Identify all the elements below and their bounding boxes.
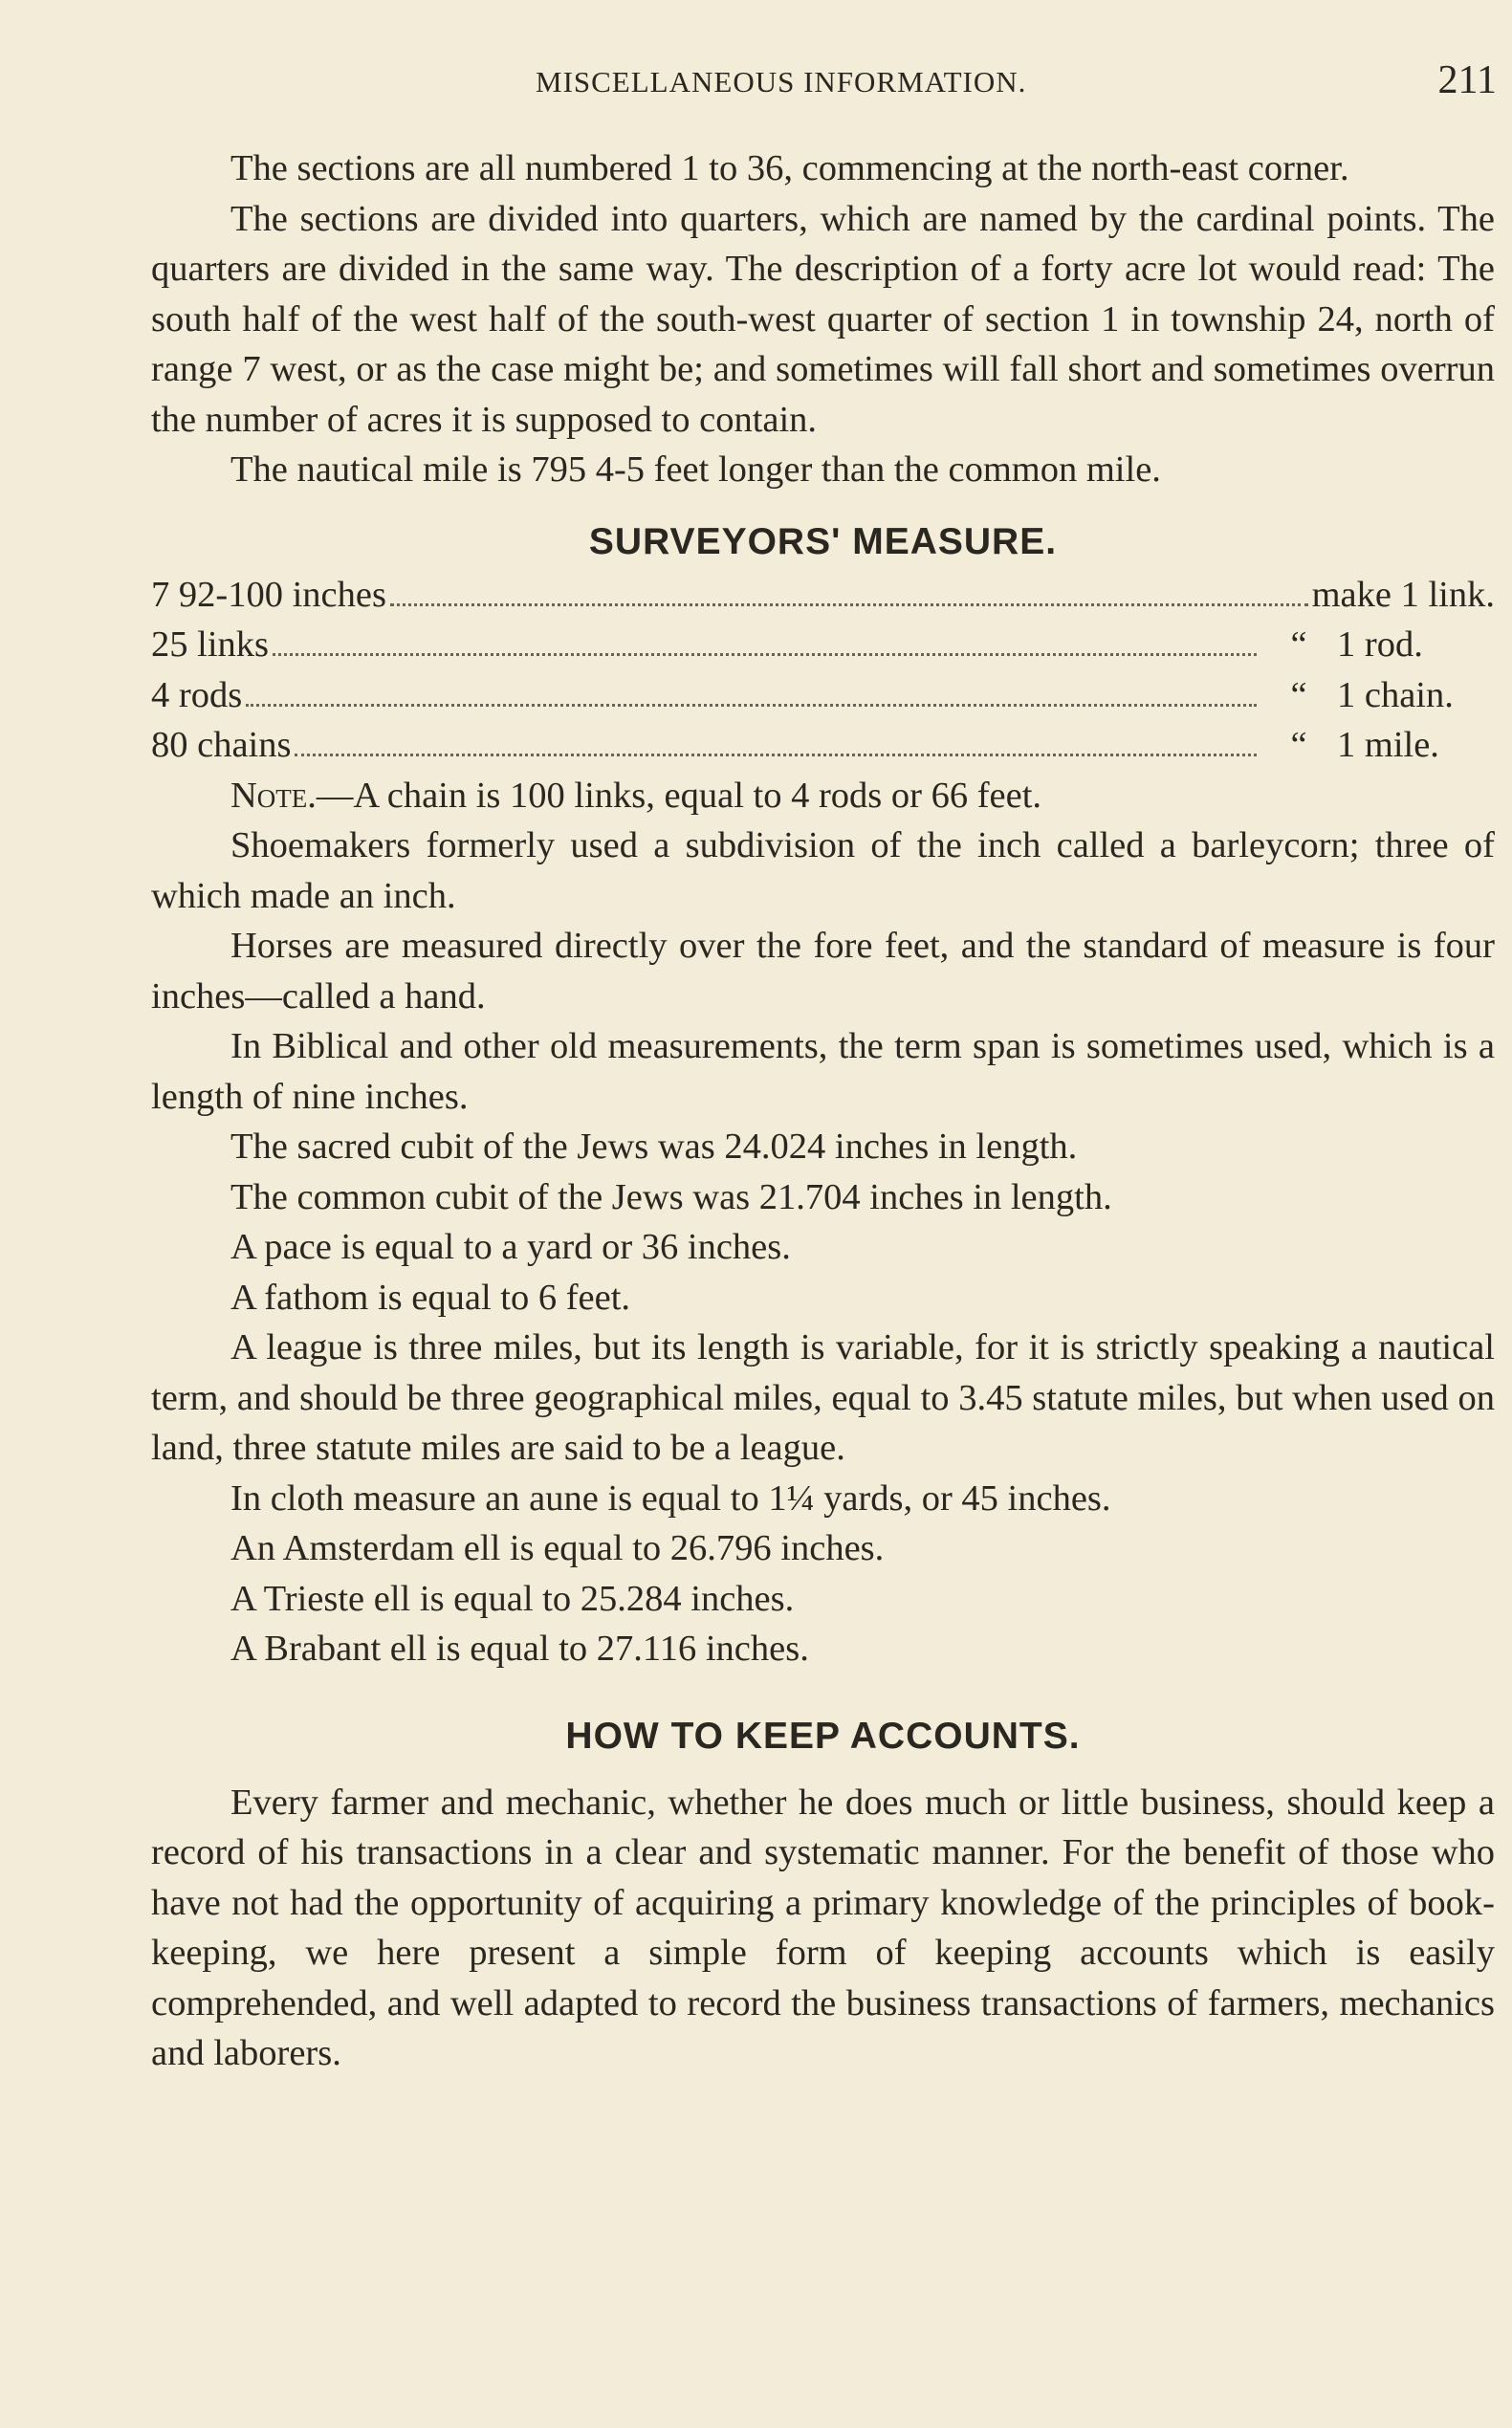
paragraph: An Amsterdam ell is equal to 26.796 inches.: [230, 1528, 885, 1568]
ditto-mark: “: [1290, 674, 1307, 715]
paragraph: Every farmer and mechanic, whether he does much or little business, should keep a record of his transactions in a clear and systematic manner. For the benefit of those who have not had the opportunity of acquiring a primary knowledge of the principles of book-keeping, we here present a simple form of keeping accounts which is easily comprehended, and well adapted to record the business transactions of farmers, mechanics and laborers.: [151, 1782, 1495, 2073]
note-text: —A chain is 100 links, equal to 4 rods or 66 feet.: [316, 775, 1042, 816]
section-heading-surveyors-measure: SURVEYORS' MEASURE.: [588, 520, 1058, 562]
section-heading-how-to-keep-accounts: HOW TO KEEP ACCOUNTS.: [565, 1715, 1081, 1757]
paragraph: A league is three miles, but its length is variable, for it is strictly speaking a nautical term, and should be three geographical miles, equal to 3.45 statute miles, but when used on land, three statute miles are said to be a league.: [151, 1327, 1495, 1468]
measure-equivalent: make 1 link.: [1311, 574, 1495, 615]
measure-equivalent: 1 chain.: [1337, 674, 1454, 715]
measure-unit: 80 chains: [151, 725, 292, 765]
measure-equivalent: 1 rod.: [1337, 624, 1423, 665]
measure-unit: 4 rods: [151, 674, 243, 715]
paragraph: The sections are divided into quarters, which are named by the cardinal points. The quarters are divided in the same way. The description of a forty acre lot would read: The south half of the west half of the south-west quarter of section 1 in township 24, north of range 7 west, or as the case might be; and sometimes will fall short and sometimes overrun the number of acres it is supposed to contain.: [151, 198, 1495, 440]
paragraph: A fathom is equal to 6 feet.: [230, 1277, 631, 1318]
running-head: [153, 57, 1497, 105]
measure-row: [151, 720, 1495, 771]
paragraph: The sacred cubit of the Jews was 24.024 inches in length.: [230, 1127, 1078, 1167]
page-number: 211: [1437, 58, 1497, 102]
paragraph: The sections are all numbered 1 to 36, commencing at the north-east corner.: [230, 148, 1349, 188]
note-paragraph: [151, 771, 1495, 821]
paragraph: A Trieste ell is equal to 25.284 inches.: [230, 1578, 795, 1619]
dot-leader: [390, 603, 1308, 606]
paragraph: A pace is equal to a yard or 36 inches.: [230, 1227, 791, 1267]
measure-row: [151, 570, 1495, 621]
paragraph: Shoemakers formerly used a subdivision of the inch called a barleycorn; three of which made an inch.: [151, 825, 1495, 916]
paragraph: Horses are measured directly over the fore feet, and the standard of measure is four inches—called a hand.: [151, 926, 1495, 1017]
paragraph: In cloth measure an aune is equal to 1¼ yards, or 45 inches.: [230, 1477, 1111, 1519]
surveyors-measure-table: [151, 570, 1495, 771]
measure-unit: 7 92-100 inches: [151, 574, 386, 615]
ditto-mark: “: [1290, 624, 1307, 665]
note-label: Note.: [230, 775, 317, 816]
paragraph: The common cubit of the Jews was 21.704 inches in length.: [230, 1176, 1112, 1217]
paragraph: In Biblical and other old measurements, the term span is sometimes used, which is a length of nine inches.: [151, 1026, 1495, 1117]
measure-equivalent: 1 mile.: [1337, 725, 1439, 765]
paragraph: A Brabant ell is equal to 27.116 inches.: [230, 1629, 809, 1669]
measure-unit: 25 links: [151, 624, 270, 665]
measure-row: [151, 670, 1495, 721]
measure-row: [151, 620, 1495, 670]
dot-leader: [295, 754, 1257, 756]
page-body: [151, 143, 1495, 2079]
ditto-mark: “: [1290, 725, 1307, 765]
running-title: MISCELLANEOUS INFORMATION.: [536, 65, 1027, 98]
dot-leader: [273, 653, 1257, 656]
paragraph: The nautical mile is 795 4-5 feet longer than the common mile.: [230, 449, 1161, 490]
dot-leader: [246, 704, 1257, 707]
